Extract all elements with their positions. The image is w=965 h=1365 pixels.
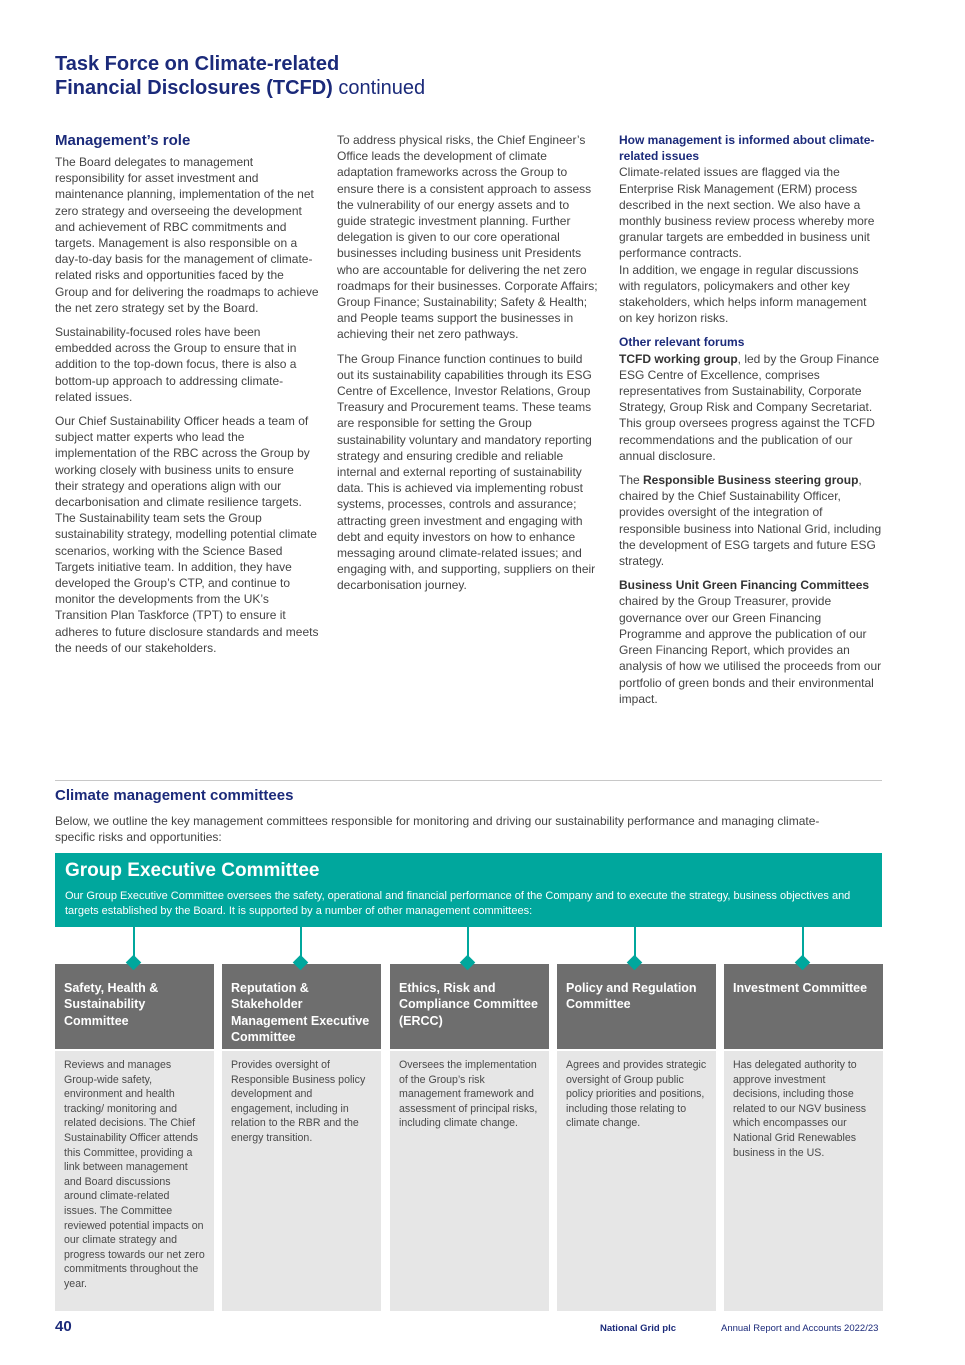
bu-text: chaired by the Group Treasurer, provide governance over our Green Financing Programme and approve the publication of our Green Financing Report, which provides an analysis of how we utilised the proceeds from our portfolio of green bonds and their environmental impact.	[619, 594, 882, 706]
paragraph: To address physical risks, the Chief Engineer’s Office leads the development of climate adaptation frameworks across the Group to ensure there is a consistent approach to assess the vulnerability of our energy assets and to guide strategic investment planning. Further delegation is given to our core operational businesses including business unit Presidents who are accountable for delivering the net zero roadmaps for their businesses. Corporate Affairs; Group Finance; Sustainability; Safety & Health; and People teams support the businesses in achieving their net zero pathways.	[337, 133, 598, 342]
committee-box-reputation	[222, 964, 381, 1311]
paragraph: Our Chief Sustainability Officer heads a team of subject matter experts who lead the implementation of the RBC across the Group by working closely with business units to ensure their strategy and operations align with our decarbonisation and climate resilience targets. The Sustainability team sets the Group sustainability strategy, modelling potential climate scenarios, working with the Science Based Targets initiative team. In addition, they have developed the Group’s CTP, and continue to monitor the developments from the UK’s Transition Plan Taskforce (TPT) to ensure it adheres to future disclosure standards and meets the needs of our stakeholders.	[55, 414, 319, 655]
committee-description: Provides oversight of Responsible Business policy development and engagement, including in relation to the RBR and the energy transition.	[222, 1051, 381, 1311]
green-financing-paragraph	[619, 577, 883, 707]
column-management-informed	[619, 132, 883, 715]
paragraph: In addition, we engage in regular discussions with regulators, policymakers and other key stakeholders, which helps inform management on key horizon risks.	[619, 262, 867, 326]
informed-heading: How management is informed about climate-related issues	[619, 133, 875, 164]
committee-name: Reputation & Stakeholder Management Executive Committee	[222, 964, 381, 1049]
other-forums-heading: Other relevant forums	[619, 335, 745, 350]
column-management-role	[55, 132, 319, 664]
responsible-business-paragraph	[619, 472, 883, 569]
committee-name: Ethics, Risk and Compliance Committee (ERCC)	[390, 964, 549, 1049]
title-line2-text: Financial Disclosures (TCFD)	[55, 77, 333, 99]
title-continued: continued	[338, 77, 426, 99]
committee-name: Investment Committee	[724, 964, 883, 1049]
committee-description: Oversees the implementation of the Group’s risk management framework and assessment of principal risks, including climate change.	[390, 1051, 549, 1311]
gec-description: Our Group Executive Committee oversees the safety, operational and financial performance of the Company and to execute the strategy, business objectives and targets established by the Board. It is supported by a number of other management committees:	[65, 890, 851, 917]
rb-prefix: The	[619, 473, 644, 488]
committee-name: Policy and Regulation Committee	[557, 964, 716, 1049]
committee-description: Has delegated authority to approve investment decisions, including those related to our NGV business which encompasses our National Grid Renewables business in the US.	[724, 1051, 883, 1311]
page-title	[55, 52, 755, 100]
title-line1: Task Force on Climate-related	[55, 53, 340, 75]
committee-description: Agrees and provides strategic oversight of Group public policy priorities and positions, including those relating to climate change.	[557, 1051, 716, 1311]
committee-description: Reviews and manages Group-wide safety, environment and health tracking/ monitoring and related decisions. The Chief Sustainability Officer attends this Committee, providing a link between management and Board discussions around climate-related issues. The Committee reviewed potential impacts on our climate strategy and progress towards our net zero commitments throughout the year.	[55, 1051, 214, 1311]
paragraph: Climate-related issues are flagged via the Enterprise Risk Management (ERM) process described in the next section. We also have a monthly business review process whereby more granular targets are embedded in business unit performance contracts.	[619, 165, 875, 261]
footer-report-title: Annual Report and Accounts 2022/23	[721, 1323, 879, 1334]
footer-company: National Grid plc	[600, 1323, 677, 1334]
paragraph: The Board delegates to management responsibility for asset investment and maintenance planning, implementation of the net zero strategy and overseeing the development and achievement of RBC commitments and targets. Management is also responsible on a day-to-day basis for the management of climate-related risks and opportunities faced by the Group and for delivering the roadmaps to achieve the net zero strategy set by the Board.	[55, 155, 319, 315]
committees-title: Climate management committees	[55, 787, 294, 804]
rb-text: , chaired by the Chief Sustainability Officer, provides oversight of the integration of responsible business into National Grid, including the development of ESG targets and future ESG strategy.	[619, 473, 882, 569]
management-role-heading: Management’s role	[55, 132, 191, 149]
committee-box-policy	[557, 964, 716, 1311]
committees-intro: Below, we outline the key management committees responsible for monitoring and driving our sustainability performance and managing climate-specific risks and opportunities:	[55, 814, 820, 844]
rb-label: Responsible Business steering group	[643, 473, 859, 488]
tcfd-working-group-label: TCFD working group	[619, 351, 738, 366]
page-number: 40	[55, 1318, 72, 1335]
paragraph: The Group Finance function continues to build out its sustainability capabilities through its ESG Centre of Excellence, Investor Relations, Group Treasury and Procurement teams. These teams are responsible for setting the Group sustainability voluntary and mandatory reporting strategy and ensuring credible and reliable internal and external reporting of sustainability data. This is achieved via implementing robust systems, processes, controls and assurance; attracting green investment and engaging with debt and equity investors on how to enhance messaging around climate-related issues; and engaging with, and supporting, suppliers on their decarbonisation journey.	[337, 351, 596, 593]
gec-title: Group Executive Committee	[65, 860, 320, 881]
column-physical-risks	[337, 132, 601, 602]
bu-label: Business Unit Green Financing Committees	[619, 578, 870, 593]
committee-name: Safety, Health & Sustainability Committee	[55, 964, 214, 1049]
committee-box-investment	[724, 964, 883, 1311]
committee-box-safety	[55, 964, 214, 1311]
title-line2	[55, 76, 755, 100]
group-executive-committee-box	[55, 853, 882, 927]
tcfd-working-group-paragraph	[619, 351, 883, 464]
tcfd-working-group-text: , led by the Group Finance ESG Centre of Excellence, comprises representatives from Sustainability, Corporate Strategy, Group Risk and Company Secretariat. This group oversees progress against the TCFD recommendations and the publication of our annual disclosure.	[619, 351, 880, 463]
paragraph: Sustainability-focused roles have been embedded across the Group to ensure that in addition to the top-down focus, there is also a bottom-up approach to addressing climate-related issues.	[55, 325, 297, 404]
committee-box-ethics	[390, 964, 549, 1311]
section-divider	[55, 780, 882, 781]
